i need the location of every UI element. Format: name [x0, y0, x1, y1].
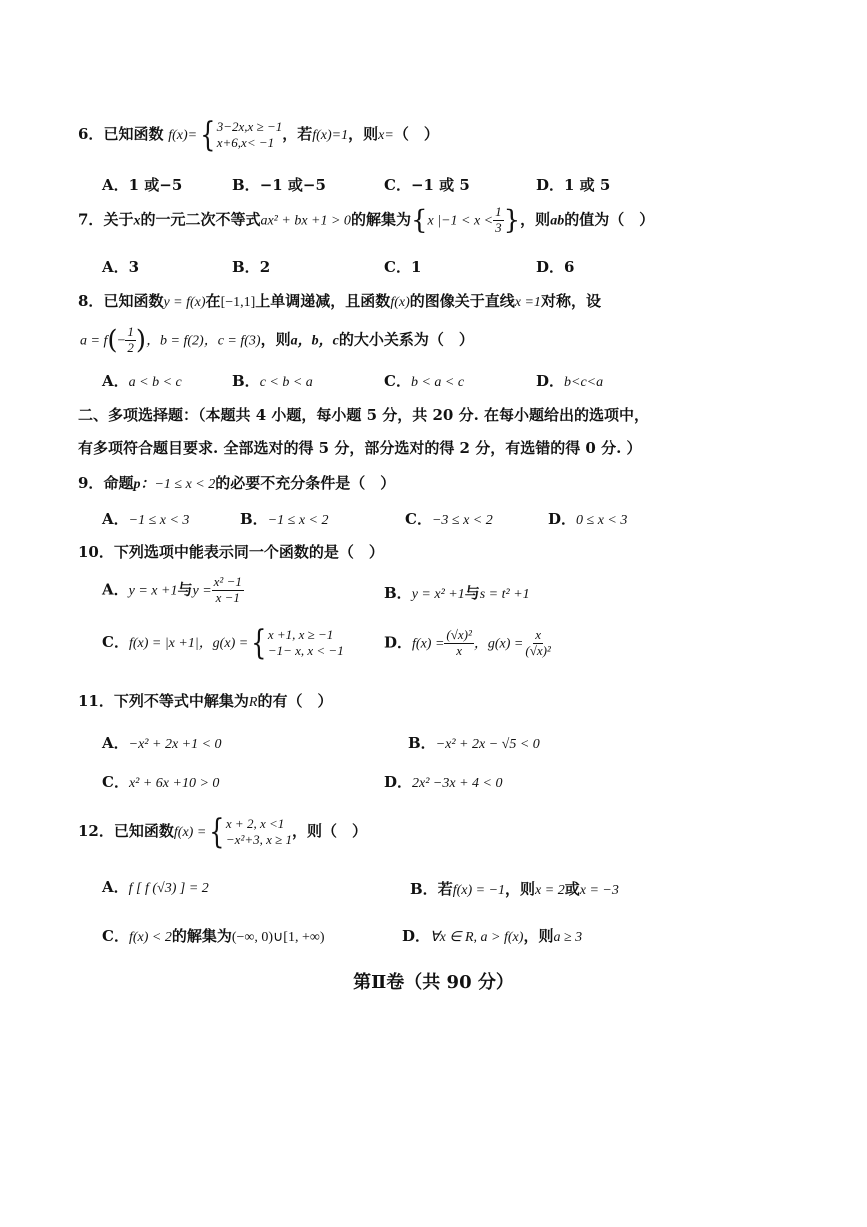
numerator: 1	[127, 324, 134, 339]
option-label: A．	[102, 510, 129, 528]
math-expression: a = f	[80, 333, 108, 349]
question-text: 命题	[103, 474, 134, 492]
denominator: x −1	[215, 589, 240, 605]
math-expression: x	[133, 213, 141, 229]
math-expression: f(x)=	[168, 128, 198, 143]
numerator: 1	[495, 204, 502, 219]
option-label: A．	[102, 176, 129, 194]
question-6	[78, 115, 439, 155]
option-d	[536, 370, 603, 391]
paren-left: (	[107, 325, 118, 356]
option-c	[384, 370, 464, 391]
option-label: D．	[548, 510, 577, 528]
question-text: 已知函数	[113, 822, 174, 840]
question-text: 的一元二次不等式	[140, 210, 261, 229]
question-text: 的解集为	[350, 210, 411, 229]
option-label: B．	[410, 880, 438, 898]
question-text: ，若	[282, 125, 313, 143]
answer-blank: （ ）	[393, 125, 439, 143]
math-expression: a，b，c	[290, 333, 339, 349]
piecewise-function: { 3−2x,x ≥ −1 x+6,x< −1	[200, 115, 283, 155]
option-d	[384, 628, 553, 659]
case-2: −1− x, x < −1	[267, 643, 344, 658]
question-number: 9．	[78, 474, 104, 492]
option-text: 2x² −3x + 4 < 0	[412, 776, 503, 791]
math-expression: y = x² +1	[411, 587, 465, 602]
question-12	[78, 812, 368, 852]
option-b	[240, 508, 328, 529]
question-text: 对称，设	[540, 292, 601, 310]
option-text: 1 或−5	[128, 176, 183, 194]
option-b	[232, 174, 326, 195]
question-text: 的图像关于直线	[409, 292, 515, 310]
case-2: x+6,x< −1	[216, 135, 275, 150]
option-text: 1 或 5	[564, 176, 611, 194]
fraction	[125, 325, 136, 356]
option-text: ，则	[505, 880, 536, 898]
option-d	[384, 771, 502, 792]
case-1: 3−2x,x ≥ −1	[216, 118, 283, 134]
question-number: 7．	[78, 210, 104, 229]
option-label: A．	[102, 580, 129, 599]
option-text: ，则	[523, 927, 554, 945]
question-text: 的必要不充分条件是（ ）	[215, 474, 396, 492]
option-label: C．	[102, 633, 129, 651]
question-10	[78, 541, 384, 562]
math-expression: x |−1 < x <	[427, 213, 494, 229]
math-expression: ，g(x) =	[198, 636, 249, 651]
option-text: −1 或−5	[259, 176, 326, 194]
question-text: 已知函数	[103, 125, 164, 143]
option-text: 6	[564, 258, 575, 276]
option-a	[102, 508, 189, 529]
question-text: 下列选项中能表示同一个函数的是（ ）	[113, 543, 384, 561]
option-text: b < a < c	[410, 375, 465, 390]
math-expression: (−∞, 0)∪[1, +∞)	[231, 930, 325, 945]
option-label: C．	[384, 176, 411, 194]
case-2: −x²+3, x ≥ 1	[225, 832, 293, 847]
option-text: −3 ≤ x < 2	[431, 513, 493, 528]
math-expression: ∀x ∈ R, a > f(x)	[430, 930, 524, 945]
question-text: 的有（ ）	[257, 692, 333, 710]
fraction	[444, 628, 473, 659]
option-a	[102, 575, 244, 606]
option-label: C．	[384, 258, 411, 276]
question-text: 的值为（ ）	[564, 210, 655, 229]
option-text: 或	[564, 880, 580, 898]
math-expression: x =1	[514, 295, 541, 310]
question-text: ，则	[260, 330, 291, 349]
option-text: b<c<a	[564, 375, 604, 390]
piecewise-function: { x + 2, x <1 −x²+3, x ≥ 1	[209, 812, 293, 852]
option-label: D．	[384, 773, 413, 791]
fraction	[493, 205, 504, 236]
option-a	[102, 174, 182, 195]
option-d	[402, 925, 582, 946]
option-c	[102, 925, 325, 946]
question-text: ，则	[520, 210, 551, 229]
case-1: x +1, x ≥ −1	[267, 626, 334, 642]
denominator: 3	[495, 219, 502, 235]
option-d	[548, 508, 627, 529]
option-c	[405, 508, 493, 529]
math-expression: f(x) = |x +1|	[128, 636, 199, 651]
option-d	[536, 174, 610, 195]
option-text: a < b < c	[128, 375, 182, 390]
math-expression: ，b = f(2)，c = f(3)	[146, 333, 261, 349]
math-expression: y = f(x)	[163, 295, 206, 310]
math-expression: f(x) =	[412, 636, 445, 652]
math-expression: ab	[550, 213, 565, 229]
question-text: ，则	[348, 125, 379, 143]
brace-right: }	[503, 205, 521, 236]
brace-left: {	[410, 205, 428, 236]
math-expression: f(x) = −1	[452, 883, 506, 898]
minus-sign: −	[117, 333, 126, 349]
option-label: B．	[232, 258, 260, 276]
math-expression: y =	[192, 583, 212, 599]
option-label: B．	[240, 510, 268, 528]
question-text: 的大小关系为（ ）	[338, 330, 474, 349]
option-label: B．	[408, 734, 436, 752]
option-text: −1 ≤ x < 3	[128, 513, 190, 528]
option-a	[102, 732, 222, 753]
math-expression: ax² + bx +1 > 0	[260, 213, 351, 229]
math-expression: [−1,1]	[220, 295, 256, 310]
option-d	[536, 256, 574, 277]
option-label: C．	[102, 773, 129, 791]
denominator: 2	[127, 339, 134, 355]
question-number: 6．	[78, 125, 104, 143]
question-text: ，则（ ）	[292, 822, 368, 840]
question-11	[78, 690, 332, 711]
math-expression: R	[248, 695, 258, 710]
question-8	[78, 290, 601, 311]
math-expression: a ≥ 3	[553, 930, 583, 945]
option-label: C．	[405, 510, 432, 528]
math-expression: x = 2	[535, 883, 565, 898]
option-a	[102, 370, 182, 391]
option-label: A．	[102, 734, 129, 752]
question-text: 在	[205, 292, 221, 310]
math-expression: p：	[133, 477, 155, 492]
option-text: 2	[259, 258, 271, 276]
question-number: 11．	[78, 692, 114, 710]
option-c	[384, 174, 470, 195]
math-expression: f(x) =	[173, 825, 207, 840]
option-text: −x² + 2x − √5 < 0	[435, 737, 540, 752]
question-text: 关于	[103, 210, 134, 229]
question-7	[78, 205, 654, 236]
question-number: 8．	[78, 292, 104, 310]
option-text: −x² + 2x +1 < 0	[128, 737, 222, 752]
section-instructions: 有多项符合题目要求. 全部选对的得 5 分，部分选对的得 2 分，有选错的得 0 分. ）	[78, 439, 642, 457]
option-label: C．	[102, 927, 129, 945]
option-c	[384, 256, 421, 277]
option-a	[102, 256, 139, 277]
question-text: 已知函数	[103, 292, 164, 310]
math-expression: f [ f (√3) ] = 2	[128, 881, 209, 896]
option-b	[408, 732, 540, 753]
option-b	[410, 878, 619, 899]
option-c	[102, 623, 344, 663]
math-expression: −1 ≤ x < 2	[154, 477, 216, 492]
option-label: D．	[536, 258, 565, 276]
option-label: B．	[232, 372, 260, 390]
option-text: −1 或 5	[410, 176, 470, 194]
option-label: D．	[384, 633, 413, 652]
option-label: D．	[402, 927, 431, 945]
section-heading: 二、多项选择题：（本题共 4 小题，每小题 5 分，共 20 分. 在每小题给出的选项中，	[78, 406, 650, 424]
option-label: A．	[102, 372, 129, 390]
option-label: D．	[536, 372, 565, 390]
question-number: 10．	[78, 543, 114, 561]
question-text: 上单调递减，且函数	[255, 292, 391, 310]
option-text: −1 ≤ x < 2	[267, 513, 329, 528]
option-label: D．	[536, 176, 565, 194]
numerator: (√x)²	[446, 627, 472, 642]
option-c	[102, 771, 219, 792]
question-text: 下列不等式中解集为	[113, 692, 249, 710]
option-text: 的解集为	[171, 927, 232, 945]
option-text: 0 ≤ x < 3	[576, 513, 628, 528]
option-a	[102, 876, 209, 897]
paren-right: )	[135, 325, 147, 356]
option-b	[232, 256, 270, 277]
option-text: x² + 6x +10 > 0	[128, 776, 220, 791]
option-label: A．	[102, 878, 129, 896]
fraction	[523, 628, 552, 659]
piecewise-function: { x +1, x ≥ −1 −1− x, x < −1	[251, 623, 344, 663]
part-2-title: 第Ⅱ卷（共 90 分）	[353, 972, 514, 993]
question-8-line-2	[80, 325, 474, 356]
option-text: 与	[177, 580, 193, 599]
math-expression: x=	[378, 128, 394, 143]
option-label: B．	[232, 176, 260, 194]
option-label: C．	[384, 372, 411, 390]
option-text: 1	[410, 258, 422, 276]
case-1: x + 2, x <1	[225, 815, 285, 831]
fraction	[212, 575, 244, 606]
math-expression: x = −3	[579, 883, 619, 898]
option-text: 若	[437, 880, 453, 898]
option-text: 与	[464, 584, 480, 602]
math-expression: f(x) < 2	[128, 930, 172, 945]
option-label: B．	[384, 584, 412, 602]
numerator: x² −1	[213, 574, 242, 589]
denominator: x	[456, 642, 463, 658]
question-number: 12．	[78, 822, 114, 840]
numerator: x	[535, 627, 541, 642]
denominator: (√x)²	[525, 642, 551, 658]
option-label: A．	[102, 258, 129, 276]
option-b	[232, 370, 313, 391]
math-expression: ，g(x) =	[473, 636, 524, 652]
math-expression: f(x)=1	[312, 128, 349, 143]
math-expression: f(x)	[390, 295, 410, 310]
option-text: c < b < a	[259, 375, 313, 390]
math-expression: y = x +1	[128, 583, 178, 599]
math-expression: s = t² +1	[479, 587, 530, 602]
option-b	[384, 582, 530, 603]
question-9	[78, 472, 395, 493]
option-text: 3	[128, 258, 140, 276]
